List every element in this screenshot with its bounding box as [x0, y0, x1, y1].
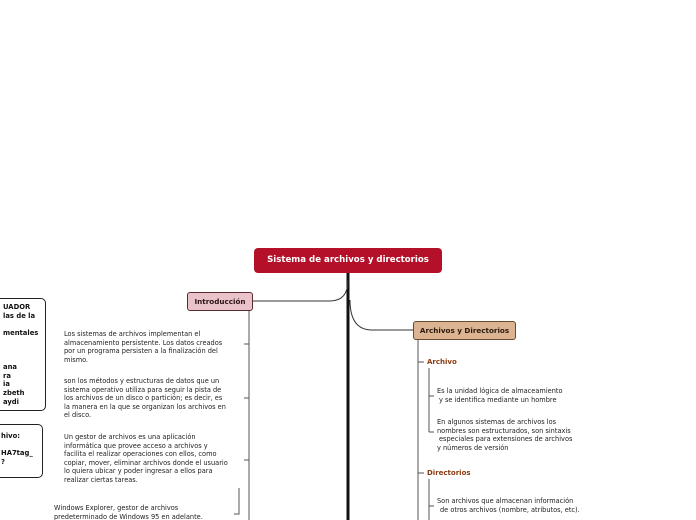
text-line: son los métodos y estructuras de datos que un: [64, 377, 220, 385]
text-line: el disco.: [64, 411, 92, 420]
box-line: hivo:: [1, 432, 20, 440]
text-line: En algunos sistemas de archivos los: [437, 418, 557, 426]
text-line: Los sistemas de archivos implementan el: [64, 330, 201, 338]
box-line: [0, 337, 41, 346]
text-line: de otros archivos (nombre, atributos, etc).: [440, 505, 580, 514]
text-line: realizar ciertas tareas.: [64, 475, 138, 484]
text-line: lo quiera ubicar y poder ingresar a ellos para: [64, 467, 213, 476]
box-line: ia: [3, 380, 10, 389]
box-line: [0, 355, 41, 364]
box-line: [0, 346, 41, 355]
box-line: ana: [3, 363, 18, 372]
intro-branch-line: [253, 280, 348, 301]
text-line: y se identifica mediante un hombre: [439, 395, 557, 404]
box-line: [0, 320, 41, 329]
left-info-box-2[interactable]: [0, 424, 43, 478]
topic-archivos-directorios[interactable]: Archivos y Directorios: [413, 321, 516, 340]
box-line: mentales: [3, 328, 39, 337]
box-line: zbeth: [3, 388, 25, 397]
text-line: nombres son estructurados, son sintaxis: [437, 426, 571, 435]
left-info-box-1[interactable]: [0, 298, 46, 411]
box-line: UADOR: [3, 303, 31, 311]
intro-item-2[interactable]: [64, 377, 244, 420]
text-line: informática que provee acceso a archivos y: [64, 441, 208, 450]
intro-item-1[interactable]: [64, 330, 242, 364]
text-line: especiales para extensiones de archivos: [439, 435, 573, 444]
text-line: por un programa persisten a la finalización del: [64, 347, 218, 356]
text-line: los archivos de un disco o partición; es decir, es: [64, 394, 223, 403]
intro-bracket-4: [234, 488, 239, 514]
box-line: aydi: [3, 397, 20, 406]
topic-introduccion[interactable]: Introducción: [187, 292, 253, 311]
intro-item-3[interactable]: [64, 433, 244, 485]
text-line: Windows Explorer, gestor de archivos: [54, 504, 179, 512]
text-line: almacenamiento persistente. Los datos creados: [64, 338, 223, 347]
box-line: ra: [3, 371, 11, 380]
archivo-item-1[interactable]: [437, 387, 597, 404]
directorios-item-1[interactable]: [437, 497, 607, 514]
text-line: sistema operativo utiliza para seguir la pista de: [64, 385, 222, 394]
text-line: Un gestor de archivos es una aplicación: [64, 433, 196, 441]
box-line: las de la: [3, 311, 36, 320]
box-line: ?: [1, 457, 5, 466]
archivo-item-2[interactable]: [437, 418, 597, 452]
text-line: facilita el realizar operaciones con ellos, como: [64, 450, 217, 459]
text-line: Son archivos que almacenan información: [437, 497, 574, 505]
text-line: predeterminado de Windows 95 en adelante.: [54, 512, 203, 520]
text-line: Es la unidad lógica de almaceamiento: [437, 387, 563, 395]
intro-item-4[interactable]: [54, 504, 234, 520]
subtopic-archivo[interactable]: Archivo: [427, 358, 457, 366]
arch-branch-line: [350, 300, 413, 330]
box-line: [0, 441, 38, 450]
text-line: copiar, mover, eliminar archivos donde el usuario: [64, 458, 228, 467]
text-line: y números de versión: [437, 443, 509, 452]
text-line: la manera en la que se organizan los archivos en: [64, 402, 226, 411]
text-line: mismo.: [64, 355, 89, 364]
box-line: HA7tag_: [1, 449, 33, 458]
subtopic-directorios[interactable]: Directorios: [427, 469, 471, 477]
central-topic[interactable]: Sistema de archivos y directorios: [254, 248, 442, 273]
